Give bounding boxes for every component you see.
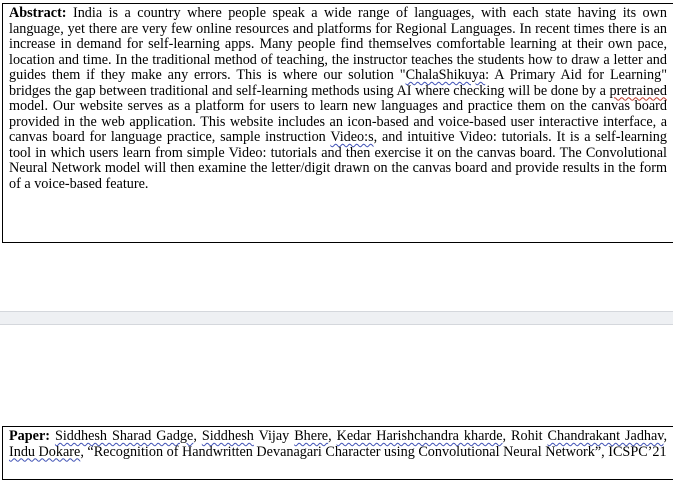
abstract-word-chalashikuya: ChalaShikuya <box>405 67 486 83</box>
paper-label: Paper: <box>9 428 50 444</box>
abstract-word-videos: Video:s <box>330 129 374 145</box>
paper-author-sep: , <box>80 443 88 460</box>
abstract-text-4: , and intuitive Video: tutorials. It is a self-learning tool in which users learn from simple Video: tutorials and then exercise it on the canvas board. The Convolutional Neural Network model will then examine the letter/digit drawn on the canvas board and provide results in the form of a voice-based feature. <box>9 129 667 192</box>
abstract-word-pretrained: pretrained <box>609 82 667 99</box>
page-break-gap <box>0 311 673 325</box>
paper-author-sep: , <box>193 428 202 444</box>
abstract-box <box>2 3 673 243</box>
abstract-text-3: model. Our website serves as a platform for users to learn new languages and practice them on the canvas board provided in the web application. This website includes an icon-based and voice-based user interactive interface, a canvas board for language practice, sample instruction <box>9 98 667 145</box>
paper-author: Siddhesh Sharad Gadge <box>54 428 194 444</box>
paper-author: Siddhesh <box>201 428 254 444</box>
paper-author: Kedar Harishchandra kharde <box>336 428 503 444</box>
paper-author-sep: Vijay <box>253 428 295 444</box>
paper-author: Indu Dokare <box>9 443 81 460</box>
paper-author-sep: , <box>663 428 668 444</box>
paper-author-sep: , <box>328 428 337 444</box>
paper-author-sep: , Rohit <box>502 428 548 444</box>
paper-title-citation: “Recognition of Handwritten Devanagari Character using Convolutional Neural Network”, ICSPC’21 <box>87 443 667 460</box>
paper-author: Chandrakant Jadhav <box>547 428 664 444</box>
abstract-text-1: India is a country where people speak a wide range of languages, with each state having its own language, yet there are very few online resources and platforms for Regional Languages. In recent times there is an increase in demand for self-learning apps. Many people find themselves comfortable learning at their own pace, location and time. In the traditional method of teaching, the instructor teaches the students how to draw a letter and guides them if they make any errors. This is where our solution " <box>9 5 667 83</box>
paper-author: Bhere <box>294 428 329 444</box>
paper-box <box>2 426 673 480</box>
abstract-text-2: : A Primary Aid for Learning" bridges the gap between traditional and self-learning methods using AI where checking will be done by a <box>9 67 667 99</box>
abstract-label: Abstract: <box>9 5 67 21</box>
